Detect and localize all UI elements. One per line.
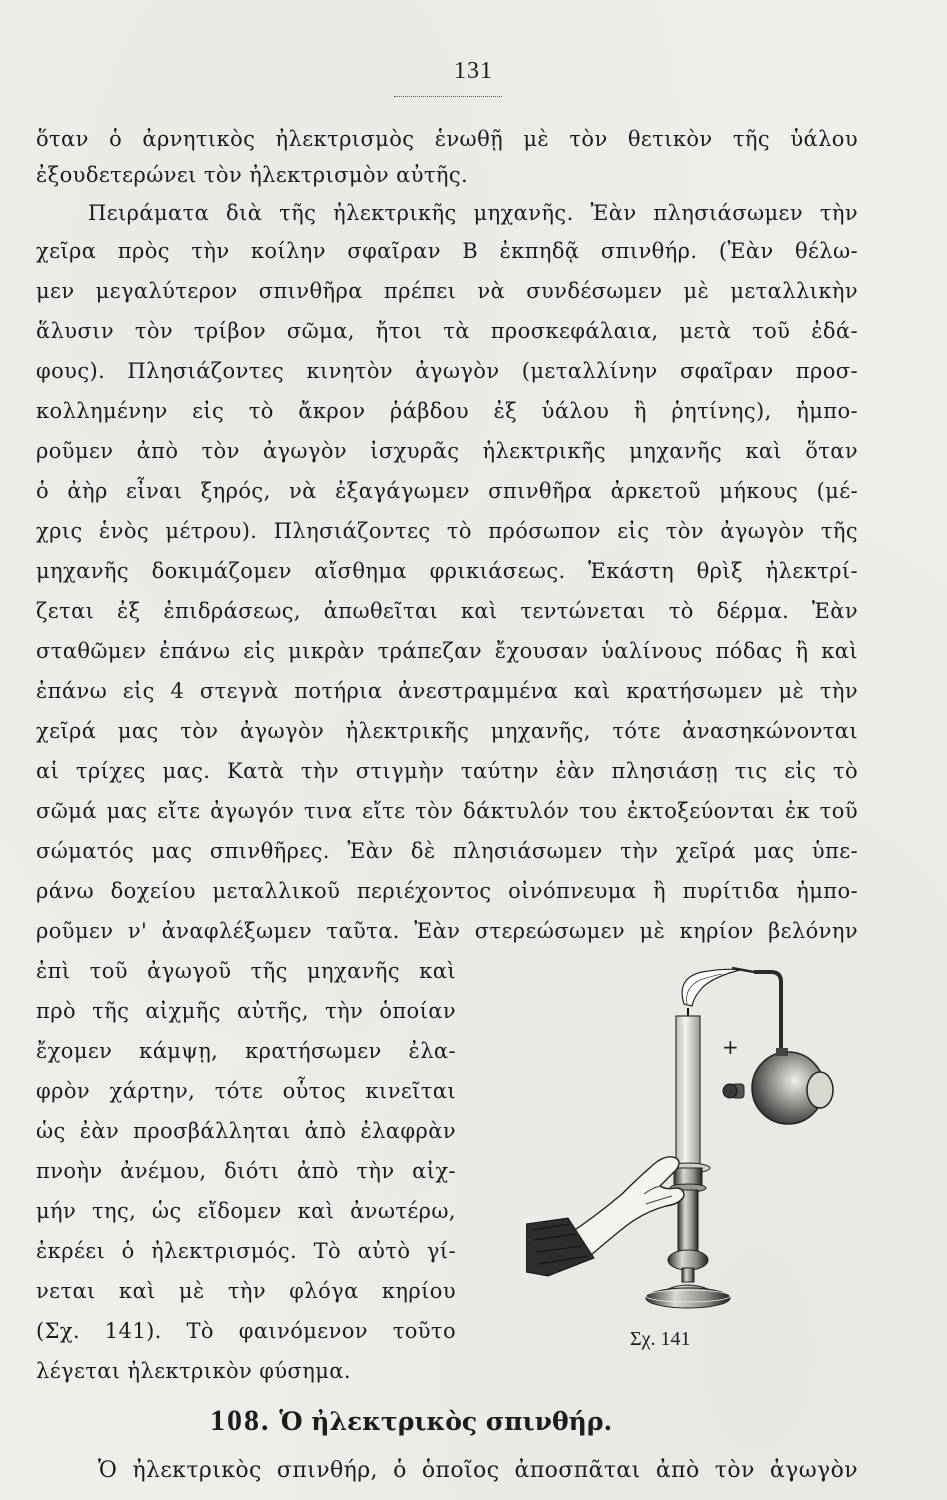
hand (566, 1157, 684, 1256)
electric-wind-illustration (526, 964, 872, 1324)
side-text-line: φρὸν χάρτην, τότε οὗτος κινεῖται (36, 1079, 456, 1103)
text-line: χρις ἑνὸς μέτρου). Πλησιάζοντες τὸ πρόσωπον εἰς τὸν ἀγωγὸν τῆς (36, 519, 858, 543)
page-number: 131 (454, 58, 493, 84)
paragraph-start-line: Ὁ ἠλεκτρικὸς σπινθήρ, ὁ ὁποῖος ἀποσπᾶται ἀπὸ τὸν ἀγωγὸν (98, 1458, 858, 1483)
paragraph-start-line: Πειράματα διὰ τῆς ἠλεκτρικῆς μηχανῆς. Ἐὰν πλησιάσωμεν τὴν (88, 201, 858, 225)
text-line: ράνω δοχείου μεταλλικοῦ περιέχοντος οἰνόπνευμα ἢ πυρίτιδα ἠμπο- (36, 879, 858, 903)
text-line: φους). Πλησιάζοντες κινητὸν ἀγωγὸν (μεταλλίνην σφαῖραν προσ- (36, 359, 858, 383)
text-line: ροῦμεν ἀπὸ τὸν ἀγωγὸν ἰσχυρᾶς ἠλεκτρικῆς μηχανῆς καὶ ὅταν (36, 439, 858, 463)
text-line: αἱ τρίχες μας. Κατὰ τὴν στιγμὴν ταύτην ἐὰν πλησιάσῃ τις εἰς τὸ (36, 759, 858, 783)
conductor-sphere (723, 1048, 833, 1124)
figure-caption: Σχ. 141 (630, 1328, 691, 1350)
text-line: σῶμά μας εἴτε ἀγωγόν τινα εἴτε τὸν δάκτυλόν του ἐκτοξεύονται ἐκ τοῦ (36, 799, 858, 823)
text-line: χεῖρα πρὸς τὴν κοίλην σφαῖραν Β ἐκπηδᾷ σπινθήρ. (Ἐὰν θέλω- (36, 239, 858, 263)
text-line: ἐξουδετερώνει τὸν ἠλεκτρισμὸν αὐτῆς. (36, 163, 469, 187)
side-text-line: μήν της, ὡς εἴδομεν καὶ ἀνωτέρω, (36, 1199, 456, 1223)
page-number-rule (394, 96, 502, 97)
figure-electric-wind (526, 964, 872, 1324)
text-line: ζεται ἐξ ἐπιδράσεως, ἀπωθεῖται καὶ τεντώνεται τὸ δέρμα. Ἐὰν (36, 599, 858, 623)
text-line: κολλημένην εἰς τὸ ἄκρον ῥάβδου ἐξ ὑάλου ἢ ῥητίνης), ἠμπο- (36, 399, 858, 423)
side-text-line: ἐπὶ τοῦ ἀγωγοῦ τῆς μηχανῆς καὶ (36, 959, 456, 983)
candle (676, 1016, 700, 1166)
side-text-line: (Σχ. 141). Τὸ φαινόμενον τοῦτο (36, 1319, 456, 1343)
text-line: σταθῶμεν ἐπάνω εἰς μικρὰν τράπεζαν ἔχουσαν ὑαλίνους πόδας ἢ καὶ (36, 639, 858, 663)
text-line: ροῦμεν ν' ἀναφλέξωμεν ταῦτα. Ἐὰν στερεώσωμεν μὲ κηρίον βελόνην (36, 919, 858, 943)
section-heading (210, 1404, 612, 1438)
side-text-line: πρὸ τῆς αἰχμῆς αὐτῆς, τὴν ὁποίαν (36, 999, 456, 1023)
text-line: ὅταν ὁ ἀρνητικὸς ἠλεκτρισμὸς ἑνωθῇ μὲ τὸν θετικὸν τῆς ὑάλου (36, 127, 858, 151)
section-number: 108. (210, 1404, 271, 1437)
side-text-line: νεται καὶ μὲ τὴν φλόγα κηρίου (36, 1279, 456, 1303)
section-title: Ὁ ἠλεκτρικὸς σπινθήρ. (279, 1407, 613, 1436)
text-line: ὁ ἀὴρ εἶναι ξηρός, νὰ ἐξαγάγωμεν σπινθῆρα ἀρκετοῦ μήκους (μέ- (36, 479, 858, 503)
text-line: χεῖρά μας τὸν ἀγωγὸν ἠλεκτρικῆς μηχανῆς, τότε ἀνασηκώνονται (36, 719, 858, 743)
text-line: μηχανῆς δοκιμάζομεν αἴσθημα φρικιάσεως. Ἑκάστη θρὶξ ἠλεκτρί- (36, 559, 858, 583)
side-text-line: ἐκρέει ὁ ἠλεκτρισμός. Τὸ αὐτὸ γί- (36, 1239, 456, 1263)
candle-flame (682, 969, 740, 1018)
pointed-conductor-wire (732, 968, 781, 1050)
text-line: ἅλυσιν τὸν τρίβον σῶμα, ἤτοι τὰ προσκεφάλαια, μετὰ τοῦ ἐδά- (36, 319, 858, 343)
text-line: σώματός μας σπινθῆρες. Ἐὰν δὲ πλησιάσωμεν τὴν χεῖρά μας ὑπε- (36, 839, 858, 863)
side-text-line: πνοὴν ἀνέμου, διότι ἀπὸ τὴν αἰχ- (36, 1159, 456, 1183)
plus-sign: + (722, 1035, 739, 1059)
side-text-line: λέγεται ἠλεκτρικὸν φύσημα. (36, 1359, 351, 1383)
side-text-line: ὡς ἐὰν προσβάλληται ἀπὸ ἐλαφρὰν (36, 1119, 456, 1143)
side-text-line: ἔχομεν κάμψῃ, κρατήσωμεν ἐλα- (36, 1039, 456, 1063)
text-line: μεν μεγαλύτερον σπινθῆρα πρέπει νὰ συνδέσωμεν μὲ μεταλλικὴν (36, 279, 858, 303)
text-line: ἐπάνω εἰς 4 στεγνὰ ποτήρια ἀνεστραμμένα καὶ κρατήσωμεν μὲ τὴν (36, 679, 858, 703)
